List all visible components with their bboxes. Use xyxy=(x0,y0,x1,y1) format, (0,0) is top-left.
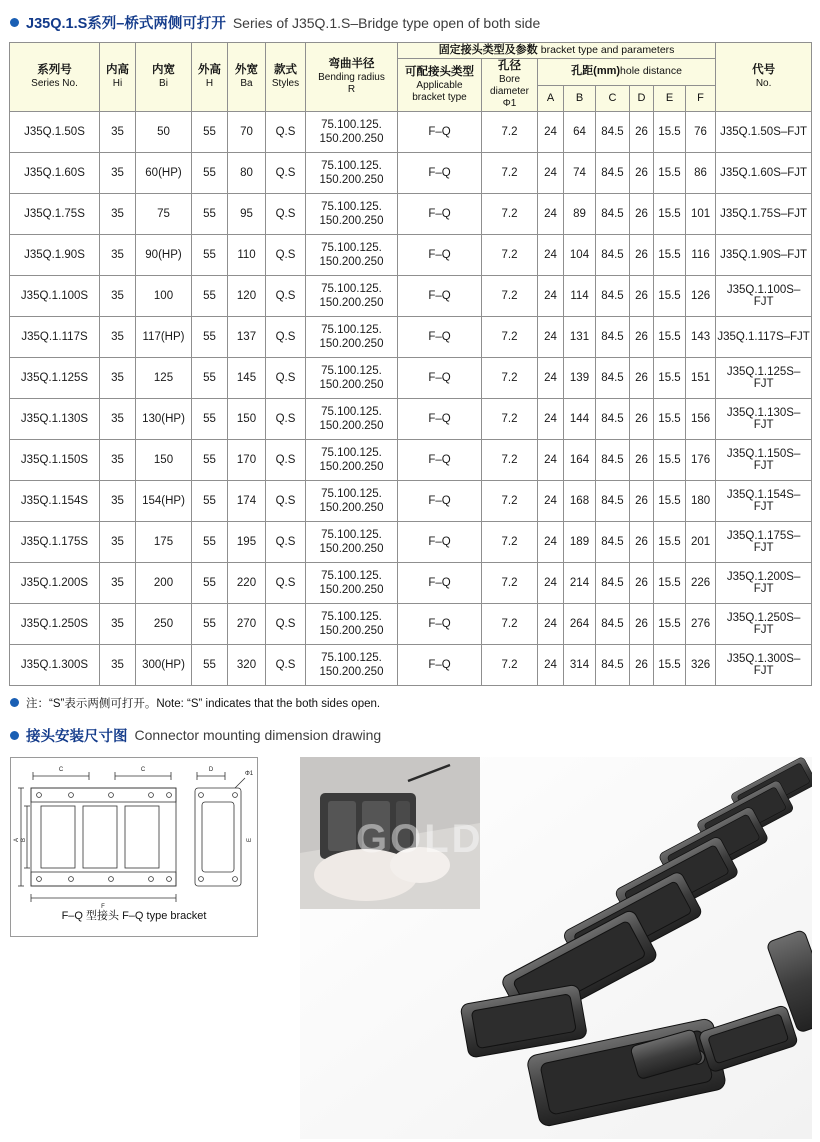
cell-bore: 7.2 xyxy=(482,398,538,439)
cell-ba: 80 xyxy=(228,152,266,193)
cell-bracket: F–Q xyxy=(398,521,482,562)
cell-h: 55 xyxy=(192,480,228,521)
th-group-hole-distance: 孔距(mm)hole distance xyxy=(538,59,716,85)
cell-styles: Q.S xyxy=(266,316,306,357)
table-row xyxy=(10,316,812,357)
table-row xyxy=(10,562,812,603)
cell-d: 26 xyxy=(630,480,654,521)
page-title-cn: J35Q.1.S系列–桥式两侧可打开 xyxy=(26,16,226,32)
cell-bore: 7.2 xyxy=(482,152,538,193)
cell-b: 189 xyxy=(564,521,596,562)
cell-bi: 300(HP) xyxy=(136,644,192,685)
cell-bracket: F–Q xyxy=(398,193,482,234)
cell-ba: 195 xyxy=(228,521,266,562)
cell-bracket: F–Q xyxy=(398,234,482,275)
cell-styles: Q.S xyxy=(266,480,306,521)
cell-b: 144 xyxy=(564,398,596,439)
cell-styles: Q.S xyxy=(266,234,306,275)
cell-c: 84.5 xyxy=(596,480,630,521)
cell-code: J35Q.1.90S–FJT xyxy=(716,234,812,275)
th-e: E xyxy=(654,85,686,111)
cell-hi: 35 xyxy=(100,521,136,562)
cell-styles: Q.S xyxy=(266,111,306,152)
cell-bore: 7.2 xyxy=(482,357,538,398)
cell-bore: 7.2 xyxy=(482,439,538,480)
cell-e: 15.5 xyxy=(654,398,686,439)
th-d: D xyxy=(630,85,654,111)
figures-row xyxy=(0,757,820,1142)
cell-c: 84.5 xyxy=(596,521,630,562)
spec-table-wrap xyxy=(0,42,820,686)
cell-b: 104 xyxy=(564,234,596,275)
cell-styles: Q.S xyxy=(266,562,306,603)
cell-ba: 150 xyxy=(228,398,266,439)
cell-styles: Q.S xyxy=(266,357,306,398)
cell-h: 55 xyxy=(192,152,228,193)
cell-code: J35Q.1.50S–FJT xyxy=(716,111,812,152)
cell-bend: 75.100.125. 150.200.250 xyxy=(306,398,398,439)
cell-bracket: F–Q xyxy=(398,480,482,521)
cell-bore: 7.2 xyxy=(482,603,538,644)
connector-title-en: Connector mounting dimension drawing xyxy=(134,727,382,744)
product-photo-chain xyxy=(300,757,812,1139)
cell-d: 26 xyxy=(630,275,654,316)
cell-bore: 7.2 xyxy=(482,111,538,152)
cell-hi: 35 xyxy=(100,357,136,398)
cell-hi: 35 xyxy=(100,316,136,357)
th-bore-diameter: 孔径 Bore diameter Φ1 xyxy=(482,59,538,112)
th-code: 代号 No. xyxy=(716,43,812,112)
cell-code: J35Q.1.117S–FJT xyxy=(716,316,812,357)
cell-bi: 60(HP) xyxy=(136,152,192,193)
cell-bi: 175 xyxy=(136,521,192,562)
cell-bracket: F–Q xyxy=(398,357,482,398)
cell-d: 26 xyxy=(630,357,654,398)
cell-h: 55 xyxy=(192,644,228,685)
table-row xyxy=(10,644,812,685)
cell-code: J35Q.1.300S–FJT xyxy=(716,644,812,685)
cell-a: 24 xyxy=(538,644,564,685)
cell-h: 55 xyxy=(192,603,228,644)
cell-styles: Q.S xyxy=(266,398,306,439)
cell-series: J35Q.1.60S xyxy=(10,152,100,193)
cell-d: 26 xyxy=(630,193,654,234)
cell-bend: 75.100.125. 150.200.250 xyxy=(306,152,398,193)
cell-h: 55 xyxy=(192,111,228,152)
cell-e: 15.5 xyxy=(654,193,686,234)
drawing-label-a: A xyxy=(14,837,20,842)
cell-f: 180 xyxy=(686,480,716,521)
cell-a: 24 xyxy=(538,357,564,398)
watermark-text: GOLD xyxy=(356,816,484,861)
cell-ba: 320 xyxy=(228,644,266,685)
cell-hi: 35 xyxy=(100,439,136,480)
th-h: 外高 H xyxy=(192,43,228,112)
cell-a: 24 xyxy=(538,152,564,193)
cell-b: 89 xyxy=(564,193,596,234)
cell-d: 26 xyxy=(630,398,654,439)
cell-h: 55 xyxy=(192,357,228,398)
cell-bend: 75.100.125. 150.200.250 xyxy=(306,644,398,685)
cell-ba: 70 xyxy=(228,111,266,152)
cell-e: 15.5 xyxy=(654,644,686,685)
cell-f: 116 xyxy=(686,234,716,275)
cell-bend: 75.100.125. 150.200.250 xyxy=(306,357,398,398)
cell-ba: 174 xyxy=(228,480,266,521)
cell-code: J35Q.1.150S–FJT xyxy=(716,439,812,480)
cell-bend: 75.100.125. 150.200.250 xyxy=(306,111,398,152)
cell-bracket: F–Q xyxy=(398,275,482,316)
cell-code: J35Q.1.200S–FJT xyxy=(716,562,812,603)
cell-c: 84.5 xyxy=(596,439,630,480)
cell-c: 84.5 xyxy=(596,398,630,439)
cell-b: 74 xyxy=(564,152,596,193)
cell-code: J35Q.1.250S–FJT xyxy=(716,603,812,644)
cell-f: 126 xyxy=(686,275,716,316)
cell-c: 84.5 xyxy=(596,152,630,193)
cell-bracket: F–Q xyxy=(398,644,482,685)
cell-code: J35Q.1.75S–FJT xyxy=(716,193,812,234)
cell-bend: 75.100.125. 150.200.250 xyxy=(306,521,398,562)
cell-styles: Q.S xyxy=(266,644,306,685)
cell-ba: 145 xyxy=(228,357,266,398)
cell-bore: 7.2 xyxy=(482,644,538,685)
cell-h: 55 xyxy=(192,439,228,480)
cell-d: 26 xyxy=(630,603,654,644)
cell-h: 55 xyxy=(192,316,228,357)
table-row xyxy=(10,152,812,193)
cell-bi: 100 xyxy=(136,275,192,316)
cell-c: 84.5 xyxy=(596,316,630,357)
cell-h: 55 xyxy=(192,275,228,316)
cell-bi: 50 xyxy=(136,111,192,152)
cell-series: J35Q.1.154S xyxy=(10,480,100,521)
th-f: F xyxy=(686,85,716,111)
cell-series: J35Q.1.125S xyxy=(10,357,100,398)
cell-e: 15.5 xyxy=(654,603,686,644)
cell-bracket: F–Q xyxy=(398,439,482,480)
cell-e: 15.5 xyxy=(654,234,686,275)
cell-e: 15.5 xyxy=(654,152,686,193)
cell-styles: Q.S xyxy=(266,521,306,562)
cell-bend: 75.100.125. 150.200.250 xyxy=(306,562,398,603)
cell-b: 214 xyxy=(564,562,596,603)
cell-bracket: F–Q xyxy=(398,562,482,603)
cell-code: J35Q.1.60S–FJT xyxy=(716,152,812,193)
cell-bracket: F–Q xyxy=(398,603,482,644)
cell-b: 264 xyxy=(564,603,596,644)
cell-c: 84.5 xyxy=(596,111,630,152)
drawing-label-b: B xyxy=(21,837,27,842)
th-bi: 内宽 Bi xyxy=(136,43,192,112)
table-body xyxy=(10,111,812,685)
table-row xyxy=(10,439,812,480)
cell-ba: 110 xyxy=(228,234,266,275)
cell-d: 26 xyxy=(630,439,654,480)
th-hi: 内高 Hi xyxy=(100,43,136,112)
table-note xyxy=(0,686,820,711)
cell-bend: 75.100.125. 150.200.250 xyxy=(306,316,398,357)
cell-series: J35Q.1.150S xyxy=(10,439,100,480)
cell-ba: 137 xyxy=(228,316,266,357)
cell-c: 84.5 xyxy=(596,275,630,316)
cell-bore: 7.2 xyxy=(482,275,538,316)
th-series: 系列号 Series No. xyxy=(10,43,100,112)
cell-series: J35Q.1.200S xyxy=(10,562,100,603)
cell-bore: 7.2 xyxy=(482,562,538,603)
cell-series: J35Q.1.90S xyxy=(10,234,100,275)
cell-bore: 7.2 xyxy=(482,234,538,275)
cell-b: 131 xyxy=(564,316,596,357)
cell-c: 84.5 xyxy=(596,644,630,685)
cell-hi: 35 xyxy=(100,562,136,603)
cell-styles: Q.S xyxy=(266,193,306,234)
cell-a: 24 xyxy=(538,521,564,562)
cell-hi: 35 xyxy=(100,111,136,152)
drawing-caption: F–Q 型接头 F–Q type bracket xyxy=(61,909,207,922)
cell-series: J35Q.1.130S xyxy=(10,398,100,439)
cell-series: J35Q.1.117S xyxy=(10,316,100,357)
cell-bracket: F–Q xyxy=(398,398,482,439)
cell-bend: 75.100.125. 150.200.250 xyxy=(306,603,398,644)
cell-e: 15.5 xyxy=(654,111,686,152)
cell-e: 15.5 xyxy=(654,357,686,398)
table-row xyxy=(10,480,812,521)
drawing-label-f: F xyxy=(101,903,105,910)
table-row xyxy=(10,234,812,275)
cell-d: 26 xyxy=(630,316,654,357)
th-styles: 款式 Styles xyxy=(266,43,306,112)
cell-series: J35Q.1.300S xyxy=(10,644,100,685)
cell-ba: 95 xyxy=(228,193,266,234)
th-group-bracket: 固定接头类型及参数 bracket type and parameters xyxy=(398,43,716,59)
cell-d: 26 xyxy=(630,234,654,275)
cell-h: 55 xyxy=(192,398,228,439)
cell-code: J35Q.1.175S–FJT xyxy=(716,521,812,562)
cell-a: 24 xyxy=(538,603,564,644)
bullet-icon xyxy=(10,731,19,740)
cell-b: 64 xyxy=(564,111,596,152)
cell-b: 164 xyxy=(564,439,596,480)
cell-c: 84.5 xyxy=(596,193,630,234)
page-title xyxy=(0,0,820,42)
cell-f: 326 xyxy=(686,644,716,685)
cell-code: J35Q.1.125S–FJT xyxy=(716,357,812,398)
cell-ba: 270 xyxy=(228,603,266,644)
cell-f: 86 xyxy=(686,152,716,193)
cell-f: 201 xyxy=(686,521,716,562)
bullet-icon xyxy=(10,18,19,27)
cell-f: 143 xyxy=(686,316,716,357)
cell-series: J35Q.1.50S xyxy=(10,111,100,152)
cell-h: 55 xyxy=(192,562,228,603)
cell-bracket: F–Q xyxy=(398,111,482,152)
cell-f: 276 xyxy=(686,603,716,644)
table-row xyxy=(10,398,812,439)
cell-bend: 75.100.125. 150.200.250 xyxy=(306,193,398,234)
cell-bi: 117(HP) xyxy=(136,316,192,357)
cell-series: J35Q.1.75S xyxy=(10,193,100,234)
drawing-label-phi: Φ1 xyxy=(244,770,254,777)
cell-bracket: F–Q xyxy=(398,316,482,357)
cell-e: 15.5 xyxy=(654,480,686,521)
cell-styles: Q.S xyxy=(266,152,306,193)
cell-ba: 220 xyxy=(228,562,266,603)
cell-series: J35Q.1.250S xyxy=(10,603,100,644)
table-row xyxy=(10,193,812,234)
cell-f: 76 xyxy=(686,111,716,152)
cell-a: 24 xyxy=(538,111,564,152)
page-title-en: Series of J35Q.1.S–Bridge type open of both side xyxy=(232,14,541,31)
cell-a: 24 xyxy=(538,234,564,275)
cell-bi: 154(HP) xyxy=(136,480,192,521)
bullet-icon xyxy=(10,698,19,707)
cell-c: 84.5 xyxy=(596,357,630,398)
cell-a: 24 xyxy=(538,439,564,480)
table-row xyxy=(10,521,812,562)
cell-hi: 35 xyxy=(100,398,136,439)
cell-d: 26 xyxy=(630,152,654,193)
cell-f: 176 xyxy=(686,439,716,480)
cell-b: 139 xyxy=(564,357,596,398)
cell-bend: 75.100.125. 150.200.250 xyxy=(306,480,398,521)
cell-hi: 35 xyxy=(100,193,136,234)
table-row xyxy=(10,357,812,398)
cell-c: 84.5 xyxy=(596,562,630,603)
cell-f: 156 xyxy=(686,398,716,439)
cell-bi: 200 xyxy=(136,562,192,603)
cell-b: 314 xyxy=(564,644,596,685)
cell-hi: 35 xyxy=(100,480,136,521)
cell-a: 24 xyxy=(538,193,564,234)
table-row xyxy=(10,275,812,316)
cell-bracket: F–Q xyxy=(398,152,482,193)
cell-a: 24 xyxy=(538,480,564,521)
cell-d: 26 xyxy=(630,562,654,603)
cell-a: 24 xyxy=(538,316,564,357)
cell-e: 15.5 xyxy=(654,521,686,562)
cell-c: 84.5 xyxy=(596,603,630,644)
cell-hi: 35 xyxy=(100,603,136,644)
connector-section-title xyxy=(0,711,820,753)
cell-a: 24 xyxy=(538,562,564,603)
cell-e: 15.5 xyxy=(654,562,686,603)
cell-d: 26 xyxy=(630,644,654,685)
cell-f: 151 xyxy=(686,357,716,398)
table-row xyxy=(10,111,812,152)
cell-styles: Q.S xyxy=(266,603,306,644)
cell-ba: 120 xyxy=(228,275,266,316)
cell-bi: 125 xyxy=(136,357,192,398)
cell-e: 15.5 xyxy=(654,439,686,480)
cell-c: 84.5 xyxy=(596,234,630,275)
cell-bend: 75.100.125. 150.200.250 xyxy=(306,275,398,316)
th-c: C xyxy=(596,85,630,111)
cell-h: 55 xyxy=(192,521,228,562)
table-head xyxy=(10,43,812,112)
th-bending-radius: 弯曲半径 Bending radius R xyxy=(306,43,398,112)
cell-e: 15.5 xyxy=(654,316,686,357)
cell-styles: Q.S xyxy=(266,439,306,480)
cell-b: 114 xyxy=(564,275,596,316)
th-ba: 外宽 Ba xyxy=(228,43,266,112)
cell-code: J35Q.1.130S–FJT xyxy=(716,398,812,439)
cell-code: J35Q.1.154S–FJT xyxy=(716,480,812,521)
cell-series: J35Q.1.175S xyxy=(10,521,100,562)
spec-table xyxy=(9,42,812,686)
cell-series: J35Q.1.100S xyxy=(10,275,100,316)
drawing-label-d: D xyxy=(208,766,214,773)
cell-h: 55 xyxy=(192,234,228,275)
cell-code: J35Q.1.100S–FJT xyxy=(716,275,812,316)
cell-f: 226 xyxy=(686,562,716,603)
connector-title-cn: 接头安装尺寸图 xyxy=(26,728,128,745)
cell-d: 26 xyxy=(630,521,654,562)
chain-photo-svg xyxy=(300,757,812,1139)
table-head-row-1 xyxy=(10,43,812,59)
th-b: B xyxy=(564,85,596,111)
cell-a: 24 xyxy=(538,275,564,316)
cell-bi: 250 xyxy=(136,603,192,644)
cell-e: 15.5 xyxy=(654,275,686,316)
cell-bore: 7.2 xyxy=(482,193,538,234)
cell-bend: 75.100.125. 150.200.250 xyxy=(306,439,398,480)
cell-hi: 35 xyxy=(100,152,136,193)
table-note-text: 注：“S”表示两侧可打开。Note: “S” indicates that the both sides open. xyxy=(26,697,381,710)
cell-bi: 75 xyxy=(136,193,192,234)
drawing-label-c1: C xyxy=(58,766,64,773)
cell-bi: 90(HP) xyxy=(136,234,192,275)
cell-bend: 75.100.125. 150.200.250 xyxy=(306,234,398,275)
cell-bi: 130(HP) xyxy=(136,398,192,439)
cell-hi: 35 xyxy=(100,234,136,275)
cell-a: 24 xyxy=(538,398,564,439)
table-row xyxy=(10,603,812,644)
cell-bore: 7.2 xyxy=(482,521,538,562)
cell-d: 26 xyxy=(630,111,654,152)
th-a: A xyxy=(538,85,564,111)
cell-bore: 7.2 xyxy=(482,480,538,521)
cell-bi: 150 xyxy=(136,439,192,480)
cell-f: 101 xyxy=(686,193,716,234)
cell-styles: Q.S xyxy=(266,275,306,316)
cell-hi: 35 xyxy=(100,644,136,685)
drawing-label-e: E xyxy=(247,837,253,842)
cell-hi: 35 xyxy=(100,275,136,316)
cell-bore: 7.2 xyxy=(482,316,538,357)
cell-h: 55 xyxy=(192,193,228,234)
drawing-label-c2: C xyxy=(140,766,146,773)
th-bracket-type: 可配接头类型 Applicable bracket type xyxy=(398,59,482,112)
cell-b: 168 xyxy=(564,480,596,521)
cell-ba: 170 xyxy=(228,439,266,480)
